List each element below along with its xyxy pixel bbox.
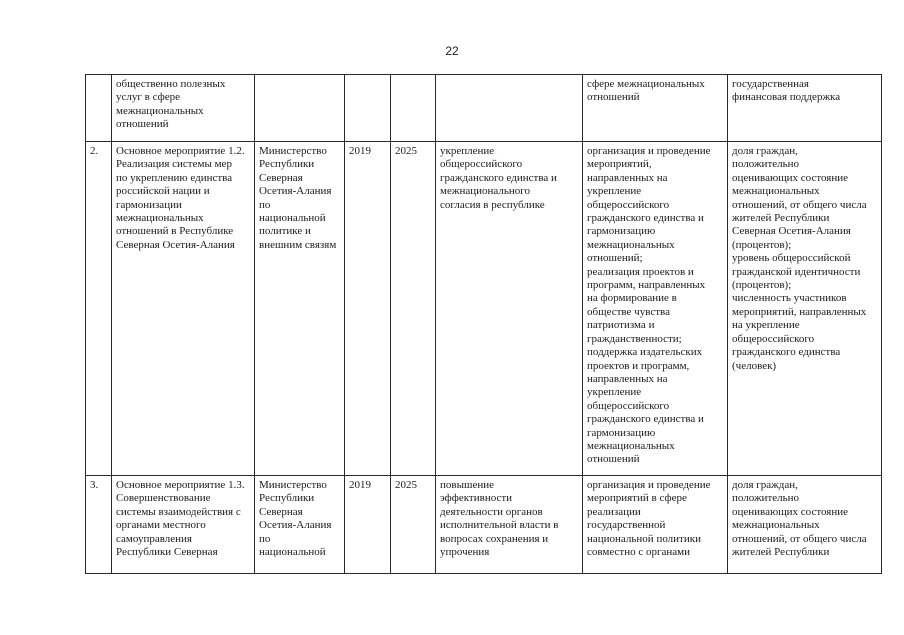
executor-cell: Министерство Республики Северная Осетия-Алания по национальной <box>255 476 345 574</box>
executor-cell: Министерство Республики Северная Осетия-Алания по национальной политике и внешним связям <box>255 142 345 476</box>
start-year-cell <box>345 75 391 142</box>
executor-cell <box>255 75 345 142</box>
end-year-cell <box>391 75 436 142</box>
end-year-cell: 2025 <box>391 142 436 476</box>
indicators-cell: доля граждан, положительно оценивающих состояние межнациональных отношений, от общего числа жителей Республики <box>728 476 882 574</box>
row-number-cell: 2. <box>86 142 112 476</box>
program-activities-table <box>85 74 882 574</box>
start-year-cell: 2019 <box>345 476 391 574</box>
table-row <box>86 476 882 574</box>
indicators-cell: государственная финансовая поддержка <box>728 75 882 142</box>
activity-name-cell: Основное мероприятие 1.2. Реализация системы мер по укреплению единства российской нации и гармонизации межнациональных отношений в Республике Северная Осетия-Алания <box>112 142 255 476</box>
indicators-cell: доля граждан, положительно оценивающих состояние межнациональных отношений, от общего числа жителей Республики Северная Осетия-Алания (процентов); уровень общероссийской гражданской идентичности (процентов); численность участников мероприятий, направленных на укрепление общероссийского гражданского единства (человек) <box>728 142 882 476</box>
goal-cell: повышение эффективности деятельности органов исполнительной власти в вопросах сохранения и упрочения <box>436 476 583 574</box>
table-row <box>86 142 882 476</box>
table-row <box>86 75 882 142</box>
activity-name-cell: Основное мероприятие 1.3. Совершенствование системы взаимодействия с органами местного самоуправления Республики Северная <box>112 476 255 574</box>
actions-cell: организация и проведение мероприятий, направленных на укрепление общероссийского гражданского единства и гармонизацию межнациональных отношений; реализация проектов и программ, направленных на формирование в обществе чувства патриотизма и гражданственности; поддержка издательских проектов и программ, направленных на укрепление общероссийского гражданского единства и гармонизацию межнациональных отношений <box>583 142 728 476</box>
activity-name-cell: общественно полезных услуг в сфере межнациональных отношений <box>112 75 255 142</box>
row-number-cell: 3. <box>86 476 112 574</box>
actions-cell: организация и проведение мероприятий в сфере реализации государственной национальной политики совместно с органами <box>583 476 728 574</box>
goal-cell <box>436 75 583 142</box>
start-year-cell: 2019 <box>345 142 391 476</box>
goal-cell: укрепление общероссийского гражданского единства и межнационального согласия в республике <box>436 142 583 476</box>
actions-cell: сфере межнациональных отношений <box>583 75 728 142</box>
row-number-cell <box>86 75 112 142</box>
page-number: 22 <box>445 44 459 58</box>
end-year-cell: 2025 <box>391 476 436 574</box>
